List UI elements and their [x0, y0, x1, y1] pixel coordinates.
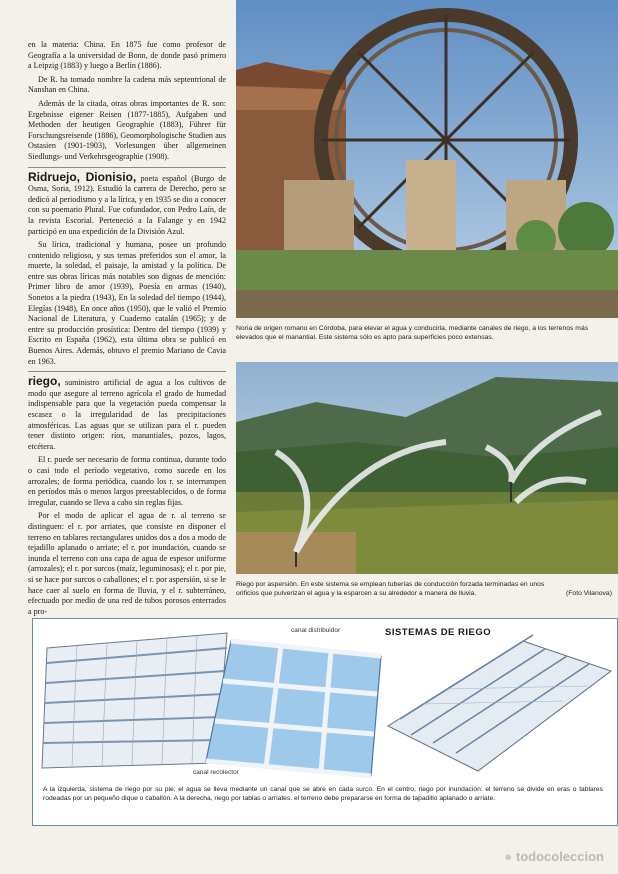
watermark-text: todocoleccion: [515, 849, 604, 864]
para-ridruejo-2: Su lírica, tradicional y humana, posee un profundo contenido religioso, y sus temas preferidos son el amor, la muerte, la soledad, el paisaje, la amistad y la política. De entre sus obras líricas más notables son dignas de mención: Primer libro de amor (1939), Poesía en armas (1940), Sonetos a la piedra (1943), En la soledad del tiempo (1944), Elegías (1948), En once años (1950), que le valió el Premio Nacional de Literatura, y Cuaderno catalán (1965); y de entre su producción prosística: Dentro del tiempo (1939) y Escrito en España (1962), esta última obra se publicó en Buenos Aires. Además, obtuvo el premio Mariano de Cavia en 1963.: [28, 240, 226, 366]
para-riego-2: El r. puede ser necesario de forma continua, durante todo o casi todo el período vegetativo, como sucede en los arrozales; de forma periódica, cuando los r. se interrumpen en períodos más o menos largos preestablecidos, o de forma irregular, cuando se lleva a cabo sin reglas fijas.: [28, 455, 226, 507]
noria-photo: [236, 0, 618, 318]
ridge-irrigation-drawing: [383, 631, 613, 781]
watermark-logo: ● todocoleccion: [504, 849, 604, 864]
entry-ridruejo: [28, 169, 226, 238]
entry-text-riego: suministro artificial de agua a los cultivos de modo que asegure al terreno agrícola el grado de humedad indispensable para que la vegetación pueda compensar la escasez o la irregularidad de las precipitaciones atmosféricas. Las aguas que se utilizan para el r. pueden tener distinto origen: ríos, manantiales, pozos, lagos, etcétera.: [28, 378, 226, 451]
diagram-title: SISTEMAS DE RIEGO: [385, 627, 492, 638]
diagram-caption: A la izquierda, sistema de riego por su pie; el agua se lleva mediante un canal que se abre en cada surco. En el centro, riego por inundación: el terreno se divide en eras o tablares rodeadas por un pequeño dique o caballón. A la derecha, riego por tablas o arriates. el terreno debe prepararse en forma de tapadillo aplanado o arriate.: [43, 786, 603, 802]
para-china: en la materia: China. En 1875 fue como profesor de Geografía a la universidad de Bonn, de donde pasó primero a Leipzig (1883) y luego a Berlín (1886).: [28, 40, 226, 71]
entry-heading-riego: riego,: [28, 374, 61, 389]
entry-riego: [28, 376, 226, 452]
para-riego-3: Por el modo de aplicar el agua de r. al terreno se distinguen: el r. por arriates, que consiste en disponer el terreno en tablares rectangulares unidos dos a dos a modo de tejadillo aplanado o arriate; el r. por inundación, cuando se inunda el terreno con una capa de agua de espesor uniforme (arrozales); el r. por surcos (maíz, leguminosas); el r. por pie, si se hace por surcos o caballones; el r. por aspersión, si se le hace caer al suelo en forma de lluvia, y el r. subterráneo, efectuado por medio de una red de tubos porosos enterrados a pro-: [28, 511, 226, 616]
divider: [28, 167, 226, 168]
sprinkler-caption: Riego por aspersión. En este sistema se emplean tuberías de conducción forzada terminadas en unos orificios que pulverizan el agua y la esparcen a su alrededor a manera de lluvia.: [236, 581, 545, 597]
entry-text-ridruejo: poeta español (Burgo de Osma, Soria, 1912). Estudió la carrera de Derecho, pero se dedicó al periodismo y a la lírica, y en 1935 se dio a conocer con su poemario Plural. Fue cofundador, con Pedro Laín, de la revista Escorial. Perteneció a la Falange y en 1942 participó en una expedición de la División Azul.: [28, 173, 226, 236]
left-text-column: [28, 40, 226, 620]
sprinkler-photo: [236, 362, 618, 574]
divider: [28, 371, 226, 372]
para-works: Además de la citada, otras obras importantes de R. son: Ergebnisse eigener Reisen (1877-1885), Aufgaben und Methoden der heutigen Geographie (1883), Führer für Forschungsreisende (1886), Geomorphologische Studien aus Ostasien (1901-1903), Vorlesungen über allgemeinen Siedlungs- und Verkehrsgeographie (1908).: [28, 98, 226, 161]
label-distribution-channel: canal distribuidor: [291, 627, 341, 634]
photo-credit: (Foto Vilanova): [566, 590, 612, 597]
label-collector-channel: canal recolector: [193, 769, 239, 776]
noria-caption: Noria de origen romano en Córdoba, para elevar el agua y conducirla, mediante canales de riego, a los terrenos más elevados que el manantial. Este sistema sólo es apto para superficies poco extensas.: [236, 325, 589, 341]
para-nanshan: De R. ha tomado nombre la cadena más septentrional de Nanshan en China.: [28, 74, 226, 95]
flood-irrigation-drawing: [201, 631, 387, 781]
irrigation-systems-diagram: [32, 618, 618, 826]
entry-heading-ridruejo: Ridruejo, Dionisio,: [28, 169, 137, 184]
